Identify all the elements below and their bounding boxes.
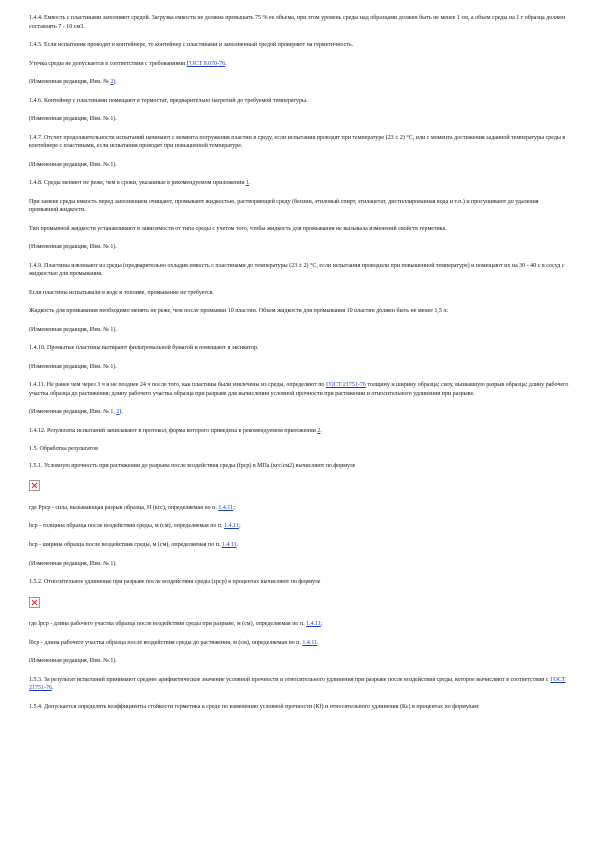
definition-thickness: hср - толщина образца после воздействия среды, м (см), определяемая по п. 1.4.11;: [29, 523, 241, 530]
definition-length-at-break: где lрср - длина рабочего участка образца после воздействия среды при разрыве, м (см), определяемая по п. 1.4.11;: [29, 621, 323, 628]
paragraph-rinse-liquid-type: Тип промывной жидкости устанавливают в зависимости от типа среды с учетом того, чтобы жидкость для промывания не вызывала изменений свойств герметика.: [29, 225, 447, 232]
broken-image-icon: [29, 480, 40, 491]
paragraph-1-4-9: 1.4.9. Пластины извлекают из среды (предварительно охладив емкость с пластинами до температуры (23 ± 2) °С, если испытания проводили при повышенной температуре) и помещают их на 30 - 40 с в сосуд с жидкостью для промывания.: [29, 262, 565, 278]
amendment-note: (Измененная редакция, Изм. № 1).: [29, 560, 117, 567]
amendment-note: (Измененная редакция, Изм. № 1).: [29, 161, 117, 168]
paragraph-1-4-7: 1.4.7. Отсчет продолжительности испытаний начинают с момента погружения пластин в среду, если испытания проводят при температуре (23 ± 2) °С, или с момента достижения заданной температуры среды в контейнере с пластинами, если испытания проводят при повышенной температуре.: [29, 134, 566, 150]
clause-1-4-11-link[interactable]: 1.4.11: [302, 639, 318, 646]
amendment-note: (Измененная редакция, Изм. № 1, 2).: [29, 409, 123, 416]
paragraph-1-4-10: 1.4.10. Промытые пластины вытирают фильтровальной бумагой и помещают в эксикатор.: [29, 345, 259, 352]
appendix-2-link[interactable]: 2: [317, 427, 321, 434]
amendment-2-link[interactable]: 2: [116, 409, 120, 416]
paragraph-1-5-2: 1.5.2. Относительное удлинение при разрыве после воздействия среды (εрср) в процентах вычисляют по формуле: [29, 579, 321, 586]
broken-image-icon: [29, 597, 40, 608]
paragraph-1-4-12: 1.4.12. Результаты испытаний записывают в протокол, форма которого приведена в рекомендуемом приложении 2.: [29, 427, 322, 434]
paragraph-1-5-1: 1.5.1. Условную прочность при растяжении до разрыва после воздействия среды (fрср) в МПа (кгс/см2) вычисляют по формуле: [29, 462, 356, 469]
paragraph-1-5-3: 1.5.3. За результат испытаний принимают среднее арифметическое значение условной прочности и относительного удлинения при разрыве после воздействия среды, которое вычисляют в соответствии с ГОСТ 21751-76.: [29, 676, 566, 692]
definition-initial-length: l0ср - длина рабочего участка образца после воздействия среды до растяжения, м (см), определяемая по п. 1.4.11.: [29, 639, 319, 646]
clause-1-4-11-link[interactable]: 1.4.11: [218, 504, 234, 511]
document-body: [29, 14, 569, 721]
paragraph-1-5-4: 1.5.4. Допускается определять коэффициенты стойкости герметика к среде по изменению условной прочности (Кf) и относительного удлинения (Кε) в процентах по формулам:: [29, 703, 480, 710]
gost-21751-76-link[interactable]: ГОСТ 21751-76: [325, 382, 366, 389]
amendment-note: (Измененная редакция, Изм. № 1).: [29, 658, 117, 665]
amendment-note: (Измененная редакция, Изм. № 2).: [29, 79, 117, 86]
clause-1-4-11-link[interactable]: 1.4.11: [306, 621, 321, 628]
paragraph-medium-replacement: При замене среды емкость перед заполнением очищают, промывают жидкостью, растворяющей среду (бензин, этиловый спирт, этилацетат, дистиллированная вода и т.п.) и просушивают до удаления промывной жидкости.: [29, 198, 539, 214]
amendment-note: (Измененная редакция, Изм. № 1).: [29, 326, 117, 333]
paragraph-rinse-volume: Жидкость для промывания необходимо менять не реже, чем после промывки 10 пластин. Объем жидкости для промывания 10 пластин должен быть не менее 1,5 л.: [29, 308, 448, 315]
clause-1-4-11-link[interactable]: 1.4.11: [224, 523, 239, 530]
amendment-note: (Измененная редакция, Изм. № 1).: [29, 244, 117, 251]
paragraph-leak-requirement: Утечка среды не допускается в соответствии с требованиями ГОСТ 9.070-76.: [29, 60, 227, 67]
clause-1-4-11-link[interactable]: 1.4.11: [221, 541, 237, 548]
amendment-note: (Измененная редакция, Изм. № 1).: [29, 116, 117, 123]
paragraph-1-4-8: 1.4.8. Среды меняют не реже, чем в сроки, указанные в рекомендуемом приложении 1.: [29, 180, 251, 187]
gost-21751-76-link[interactable]: ГОСТ 21751-76: [29, 676, 566, 692]
paragraph-1-4-6: 1.4.6. Контейнер с пластинами помещают в термостат, предварительно нагретый до требуемой температуры.: [29, 97, 308, 104]
paragraph-1-4-5: 1.4.5. Если испытания проводят в контейнере, то контейнер с пластинами и заполненный средой проверяют на герметичность.: [29, 42, 354, 49]
definition-width: bср - ширина образца после воздействия среды, м (см), определяемая по п. 1.4.11.: [29, 541, 239, 548]
amendment-note: (Измененная редакция, Изм. № 1).: [29, 363, 117, 370]
section-heading-1-5: 1.5. Обработка результатов: [29, 446, 98, 453]
appendix-1-link[interactable]: 1: [246, 180, 250, 187]
definition-force: где Pрср - сила, вызывающая разрыв образца, Н (кгс), определяемая по п. 1.4.11;: [29, 504, 235, 511]
formula-image-1: [29, 478, 569, 504]
formula-image-2: [29, 595, 569, 621]
paragraph-1-4-4: 1.4.4. Емкость с пластинами заполняют средой. Загрузка емкости не должна превышать 75 % ее объема, при этом уровень среды над образцами должен быть не менее 1 см, а объем среды на 1 г образца должен составлять 7 - 10 см3.: [29, 15, 566, 30]
paragraph-1-4-11: 1.4.11. Не ранее чем через 3 ч и не позднее 24 ч после того, как пластины были извлечены из среды, определяют по ГОСТ 21751-76 толщину и ширину образца; силу, вызвавшую разрыв образца; длину рабочего участка образца до растяжения; длину рабочего участка образца при разрыве для вычисления условной прочности при растяжении и относительного удлинения при разрыве.: [29, 382, 569, 397]
gost-9-070-76-link[interactable]: ГОСТ 9.070-76: [186, 60, 226, 67]
paragraph-no-rinse: Если пластины испытывали в воде и топливе, промывание не требуется.: [29, 289, 215, 296]
amendment-2-link[interactable]: 2: [110, 79, 114, 86]
